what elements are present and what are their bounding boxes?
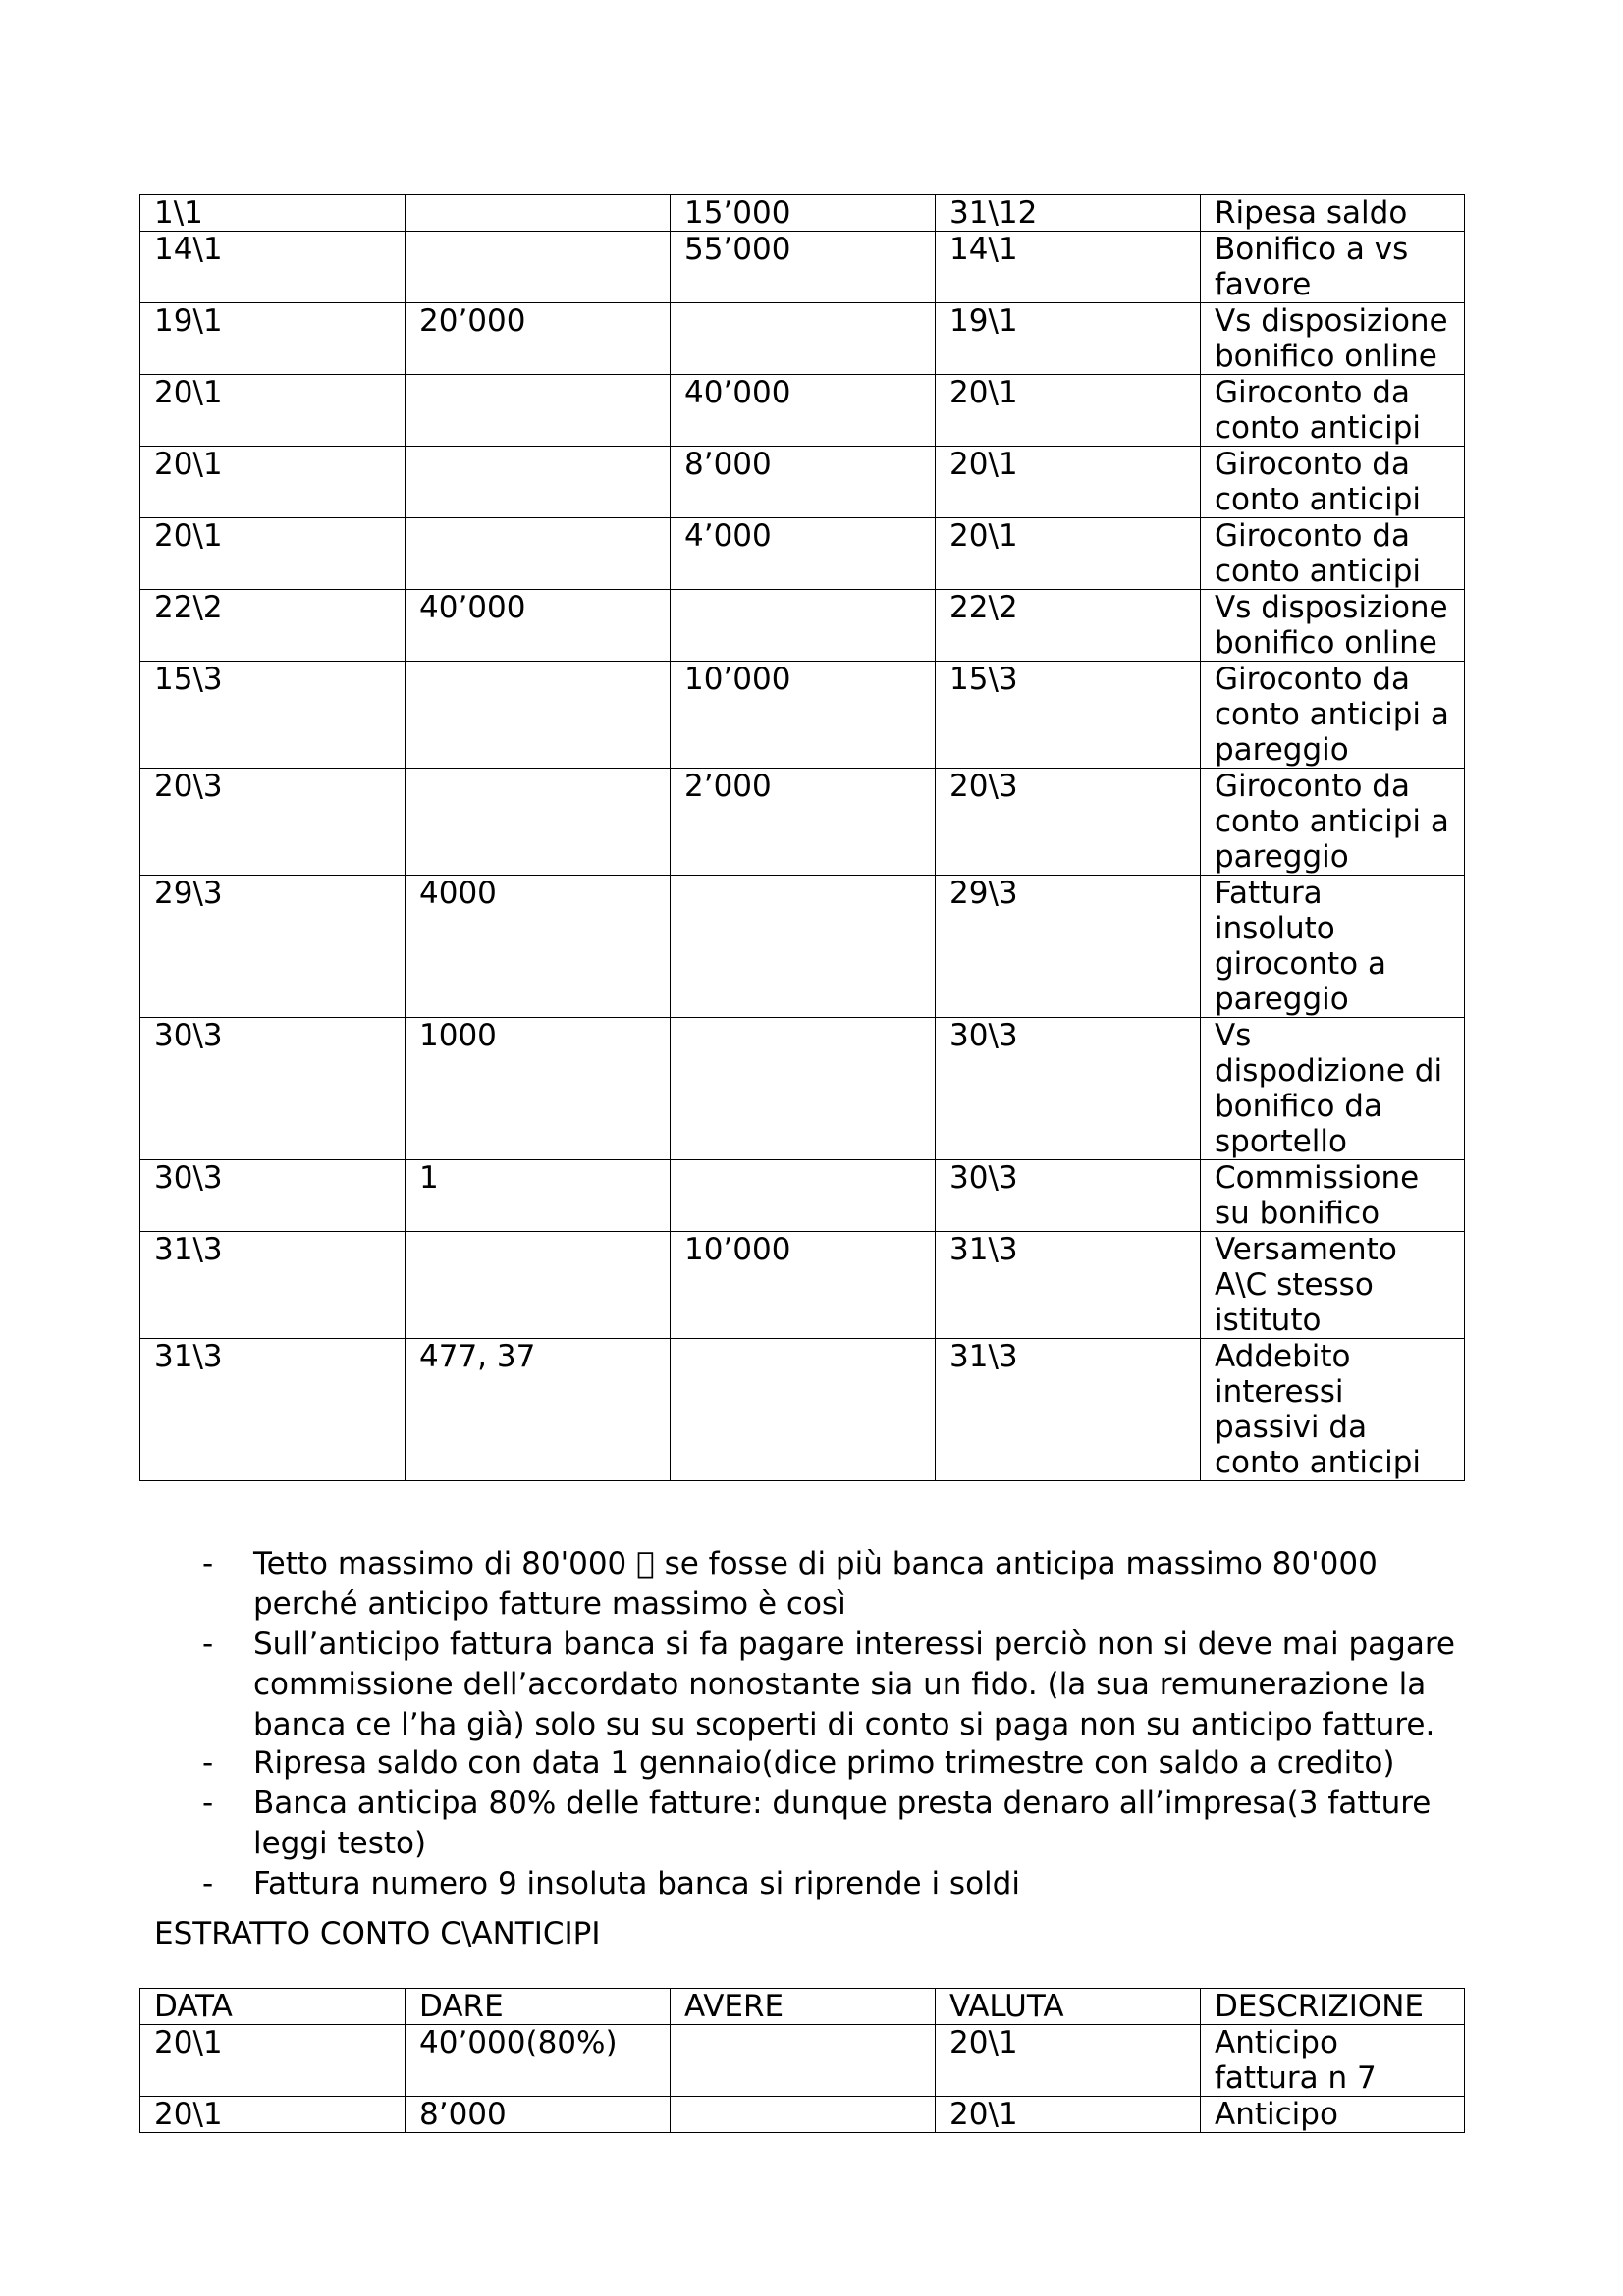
table-row <box>140 1018 1465 1160</box>
table-cell: Vs dispodizione di bonifico da sportello <box>1201 1018 1465 1160</box>
table-cell: 20\1 <box>936 2097 1201 2133</box>
table-cell: 30\3 <box>140 1160 406 1232</box>
header-row <box>140 1989 1465 2025</box>
table-cell: Giroconto da conto anticipi <box>1201 375 1465 447</box>
table-row <box>140 518 1465 590</box>
table-cell: 20\1 <box>936 518 1201 590</box>
table-cell: Vs disposizione bonifico online <box>1201 303 1465 375</box>
table-cell: 4000 <box>406 876 671 1018</box>
note-item: - Sull’anticipo fattura banca si fa pagare interessi perciò non si deve mai pagare commissione dell’accordato nonostante sia un fido. (la sua remunerazione la banca ce l’ha già) solo su su scoperti di conto si paga non su anticipo fatture. <box>202 1625 1479 1745</box>
table-cell: Fattura insoluto giroconto a pareggio <box>1201 876 1465 1018</box>
table-cell <box>406 447 671 518</box>
table-cell: 55’000 <box>671 232 936 303</box>
notes-list <box>202 1544 1479 1904</box>
table-cell: 22\2 <box>936 590 1201 662</box>
table-cell: 40’000 <box>671 375 936 447</box>
table-cell: 29\3 <box>936 876 1201 1018</box>
section-title: ESTRATTO CONTO C\ANTICIPI <box>154 1916 601 1951</box>
note-item: - Fattura numero 9 insoluta banca si riprende i soldi <box>202 1864 1479 1904</box>
table-cell: Giroconto da conto anticipi a pareggio <box>1201 662 1465 769</box>
table-cell <box>406 1232 671 1339</box>
table-cell: Giroconto da conto anticipi <box>1201 518 1465 590</box>
table-cell: 20\1 <box>936 2025 1201 2097</box>
bank-statement-table <box>139 194 1465 1481</box>
table-cell: 10’000 <box>671 662 936 769</box>
header-cell: AVERE <box>671 1989 936 2025</box>
bank-statement-body <box>140 195 1465 1481</box>
note-item: - Tetto massimo di 80'000 se fosse di più banca anticipa massimo 80'000 perché anticipo fatture massimo è così <box>202 1544 1479 1625</box>
table-cell: Addebito interessi passivi da conto anticipi <box>1201 1339 1465 1481</box>
table-cell: Anticipo <box>1201 2097 1465 2133</box>
table-cell: 40’000(80%) <box>406 2025 671 2097</box>
table-row <box>140 447 1465 518</box>
table-cell: 2’000 <box>671 769 936 876</box>
table-cell: 15’000 <box>671 195 936 232</box>
header-cell: DARE <box>406 1989 671 2025</box>
table-cell: Ripesa saldo <box>1201 195 1465 232</box>
table-cell: 20\3 <box>140 769 406 876</box>
table-row <box>140 303 1465 375</box>
table-cell: 14\1 <box>140 232 406 303</box>
table-cell: 20\1 <box>936 375 1201 447</box>
table-row <box>140 662 1465 769</box>
table-cell <box>671 2097 936 2133</box>
table-cell <box>406 232 671 303</box>
table-cell: 15\3 <box>140 662 406 769</box>
table-row <box>140 1339 1465 1481</box>
table-cell: 1 <box>406 1160 671 1232</box>
table-cell: 4’000 <box>671 518 936 590</box>
table-cell <box>406 375 671 447</box>
table-cell: 31\3 <box>140 1232 406 1339</box>
table-cell: Giroconto da conto anticipi a pareggio <box>1201 769 1465 876</box>
table-row <box>140 590 1465 662</box>
table-cell: 477, 37 <box>406 1339 671 1481</box>
table-cell <box>671 1339 936 1481</box>
table-cell: 31\3 <box>140 1339 406 1481</box>
table-cell: Bonifico a vs favore <box>1201 232 1465 303</box>
table-cell: 15\3 <box>936 662 1201 769</box>
advances-statement-table <box>139 1988 1465 2133</box>
table-row <box>140 2097 1465 2133</box>
table-cell: 30\3 <box>936 1160 1201 1232</box>
table-row <box>140 1232 1465 1339</box>
table-cell: 31\3 <box>936 1339 1201 1481</box>
table-cell: 22\2 <box>140 590 406 662</box>
table-cell: 20’000 <box>406 303 671 375</box>
table-cell: 20\3 <box>936 769 1201 876</box>
table-cell: Giroconto da conto anticipi <box>1201 447 1465 518</box>
table-cell <box>406 769 671 876</box>
table-cell: 19\1 <box>936 303 1201 375</box>
table-cell: 31\12 <box>936 195 1201 232</box>
table-cell: 20\1 <box>140 447 406 518</box>
table-cell: 20\1 <box>140 2025 406 2097</box>
table-cell <box>671 1018 936 1160</box>
table-cell <box>671 876 936 1018</box>
note-item: - Banca anticipa 80% delle fatture: dunque presta denaro all’impresa(3 fatture leggi testo) <box>202 1784 1479 1864</box>
table-cell: 20\1 <box>140 518 406 590</box>
table-cell: 1000 <box>406 1018 671 1160</box>
header-cell: DESCRIZIONE <box>1201 1989 1465 2025</box>
table-cell: 10’000 <box>671 1232 936 1339</box>
table-cell <box>406 195 671 232</box>
table-cell: Versamento A\C stesso istituto <box>1201 1232 1465 1339</box>
table-cell: 29\3 <box>140 876 406 1018</box>
table-cell <box>671 2025 936 2097</box>
table-cell: 19\1 <box>140 303 406 375</box>
table-cell <box>406 662 671 769</box>
header-cell: DATA <box>140 1989 406 2025</box>
table-row <box>140 876 1465 1018</box>
table-cell: Vs disposizione bonifico online <box>1201 590 1465 662</box>
table-row <box>140 769 1465 876</box>
note-item: - Ripresa saldo con data 1 gennaio(dice primo trimestre con saldo a credito) <box>202 1743 1479 1784</box>
table-row <box>140 1160 1465 1232</box>
table-row <box>140 195 1465 232</box>
table-cell: 8’000 <box>406 2097 671 2133</box>
table-cell: 1\1 <box>140 195 406 232</box>
advances-statement-body <box>140 2025 1465 2133</box>
table-cell: 14\1 <box>936 232 1201 303</box>
table-cell: 20\1 <box>140 2097 406 2133</box>
table-row <box>140 2025 1465 2097</box>
table-row <box>140 375 1465 447</box>
table-cell <box>671 590 936 662</box>
table-cell: 8’000 <box>671 447 936 518</box>
table-cell: 31\3 <box>936 1232 1201 1339</box>
table-row <box>140 232 1465 303</box>
table-cell: 20\1 <box>936 447 1201 518</box>
header-cell: VALUTA <box>936 1989 1201 2025</box>
table-cell <box>671 303 936 375</box>
table-cell: 40’000 <box>406 590 671 662</box>
table-cell: Anticipo fattura n 7 <box>1201 2025 1465 2097</box>
table-cell <box>406 518 671 590</box>
table-cell: Commissione su bonifico <box>1201 1160 1465 1232</box>
table-cell: 20\1 <box>140 375 406 447</box>
table-cell: 30\3 <box>936 1018 1201 1160</box>
table-cell <box>671 1160 936 1232</box>
table-cell: 30\3 <box>140 1018 406 1160</box>
